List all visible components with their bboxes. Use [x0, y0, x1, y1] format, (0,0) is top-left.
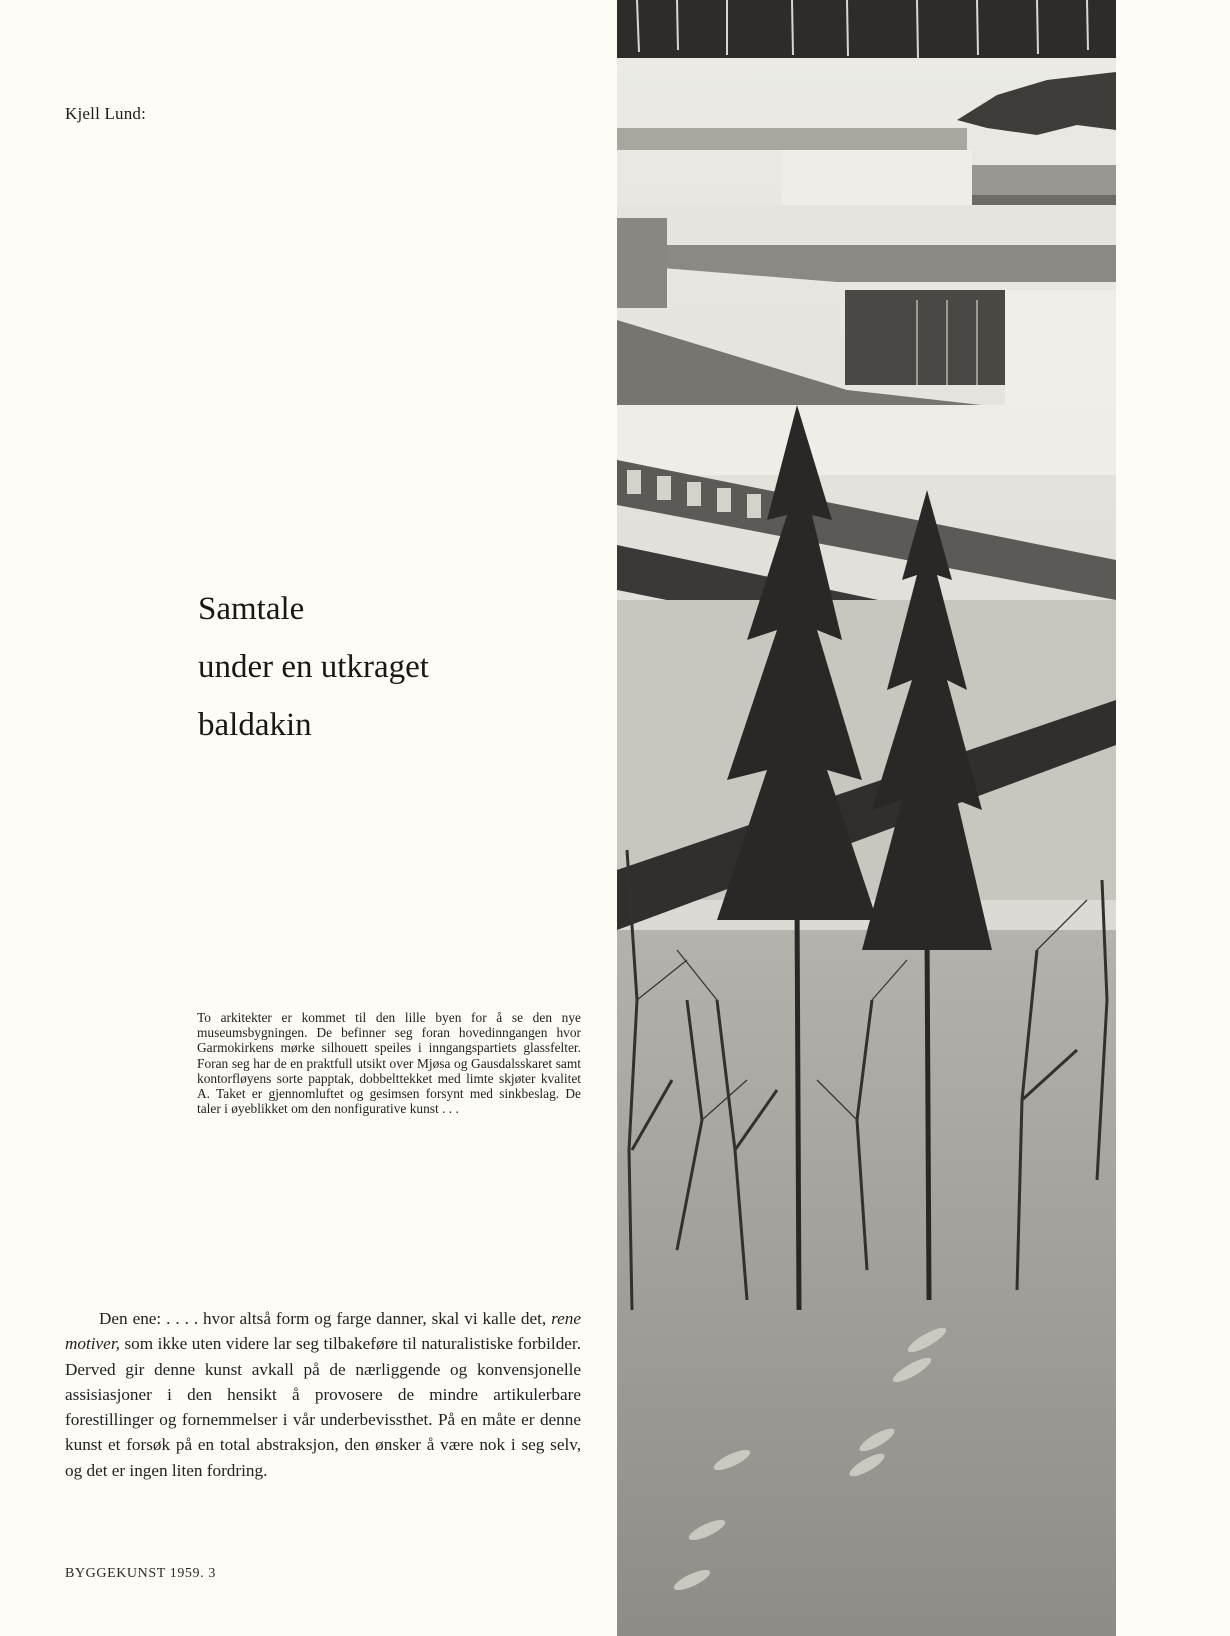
photo-illustration [617, 0, 1116, 1636]
title-line-1: Samtale [198, 591, 305, 627]
page-footer: BYGGEKUNST 1959. 3 [65, 1566, 216, 1581]
intro-paragraph [197, 1010, 581, 1116]
article-title [198, 580, 429, 754]
author-byline: Kjell Lund: [65, 104, 147, 123]
body-text-end: som ikke uten videre lar seg tilbakeføre til naturalistiske forbilder. Derved gir denne kunst avkall på de nærliggende og konvensjonelle assisiasjoner i den hensikt å provosere de mindre artikulerbare forestillinger og fornemmelser i vår underbevissthet. På en måte er denne kunst et forsøk på en total abstraksjon, den ønsker å være nok i seg selv, og det er ingen liten fordring. [65, 1334, 581, 1480]
body-text-italic: rene motiver, [65, 1309, 581, 1354]
title-line-3: baldakin [198, 707, 312, 743]
body-text-start: Den ene: . . . . hvor altså form og farge danner, skal vi kalle det, [99, 1309, 552, 1328]
title-line-2: under en utkraget [198, 649, 429, 685]
body-text [65, 1306, 581, 1483]
body-paragraph [65, 1306, 581, 1483]
intro-text: To arkitekter er kommet til den lille byen for å se den nye museumsbygningen. De befinner seg foran hovedinngangen hvor Garmokirkens mørke silhouett speiles i inngangspartiets glassfelter. Foran seg har de en praktfull utsikt over Mjøsa og Gausdalsskaret samt kontorfløyens sorte papptak, dobbelttekket med limte skjøter kvalitet A. Taket er gjennomluftet og gesimsen forsynt med sinkbeslag. De taler i øyeblikket om den nonfigurative kunst . . . [197, 1010, 581, 1117]
building-photograph [617, 0, 1116, 1636]
